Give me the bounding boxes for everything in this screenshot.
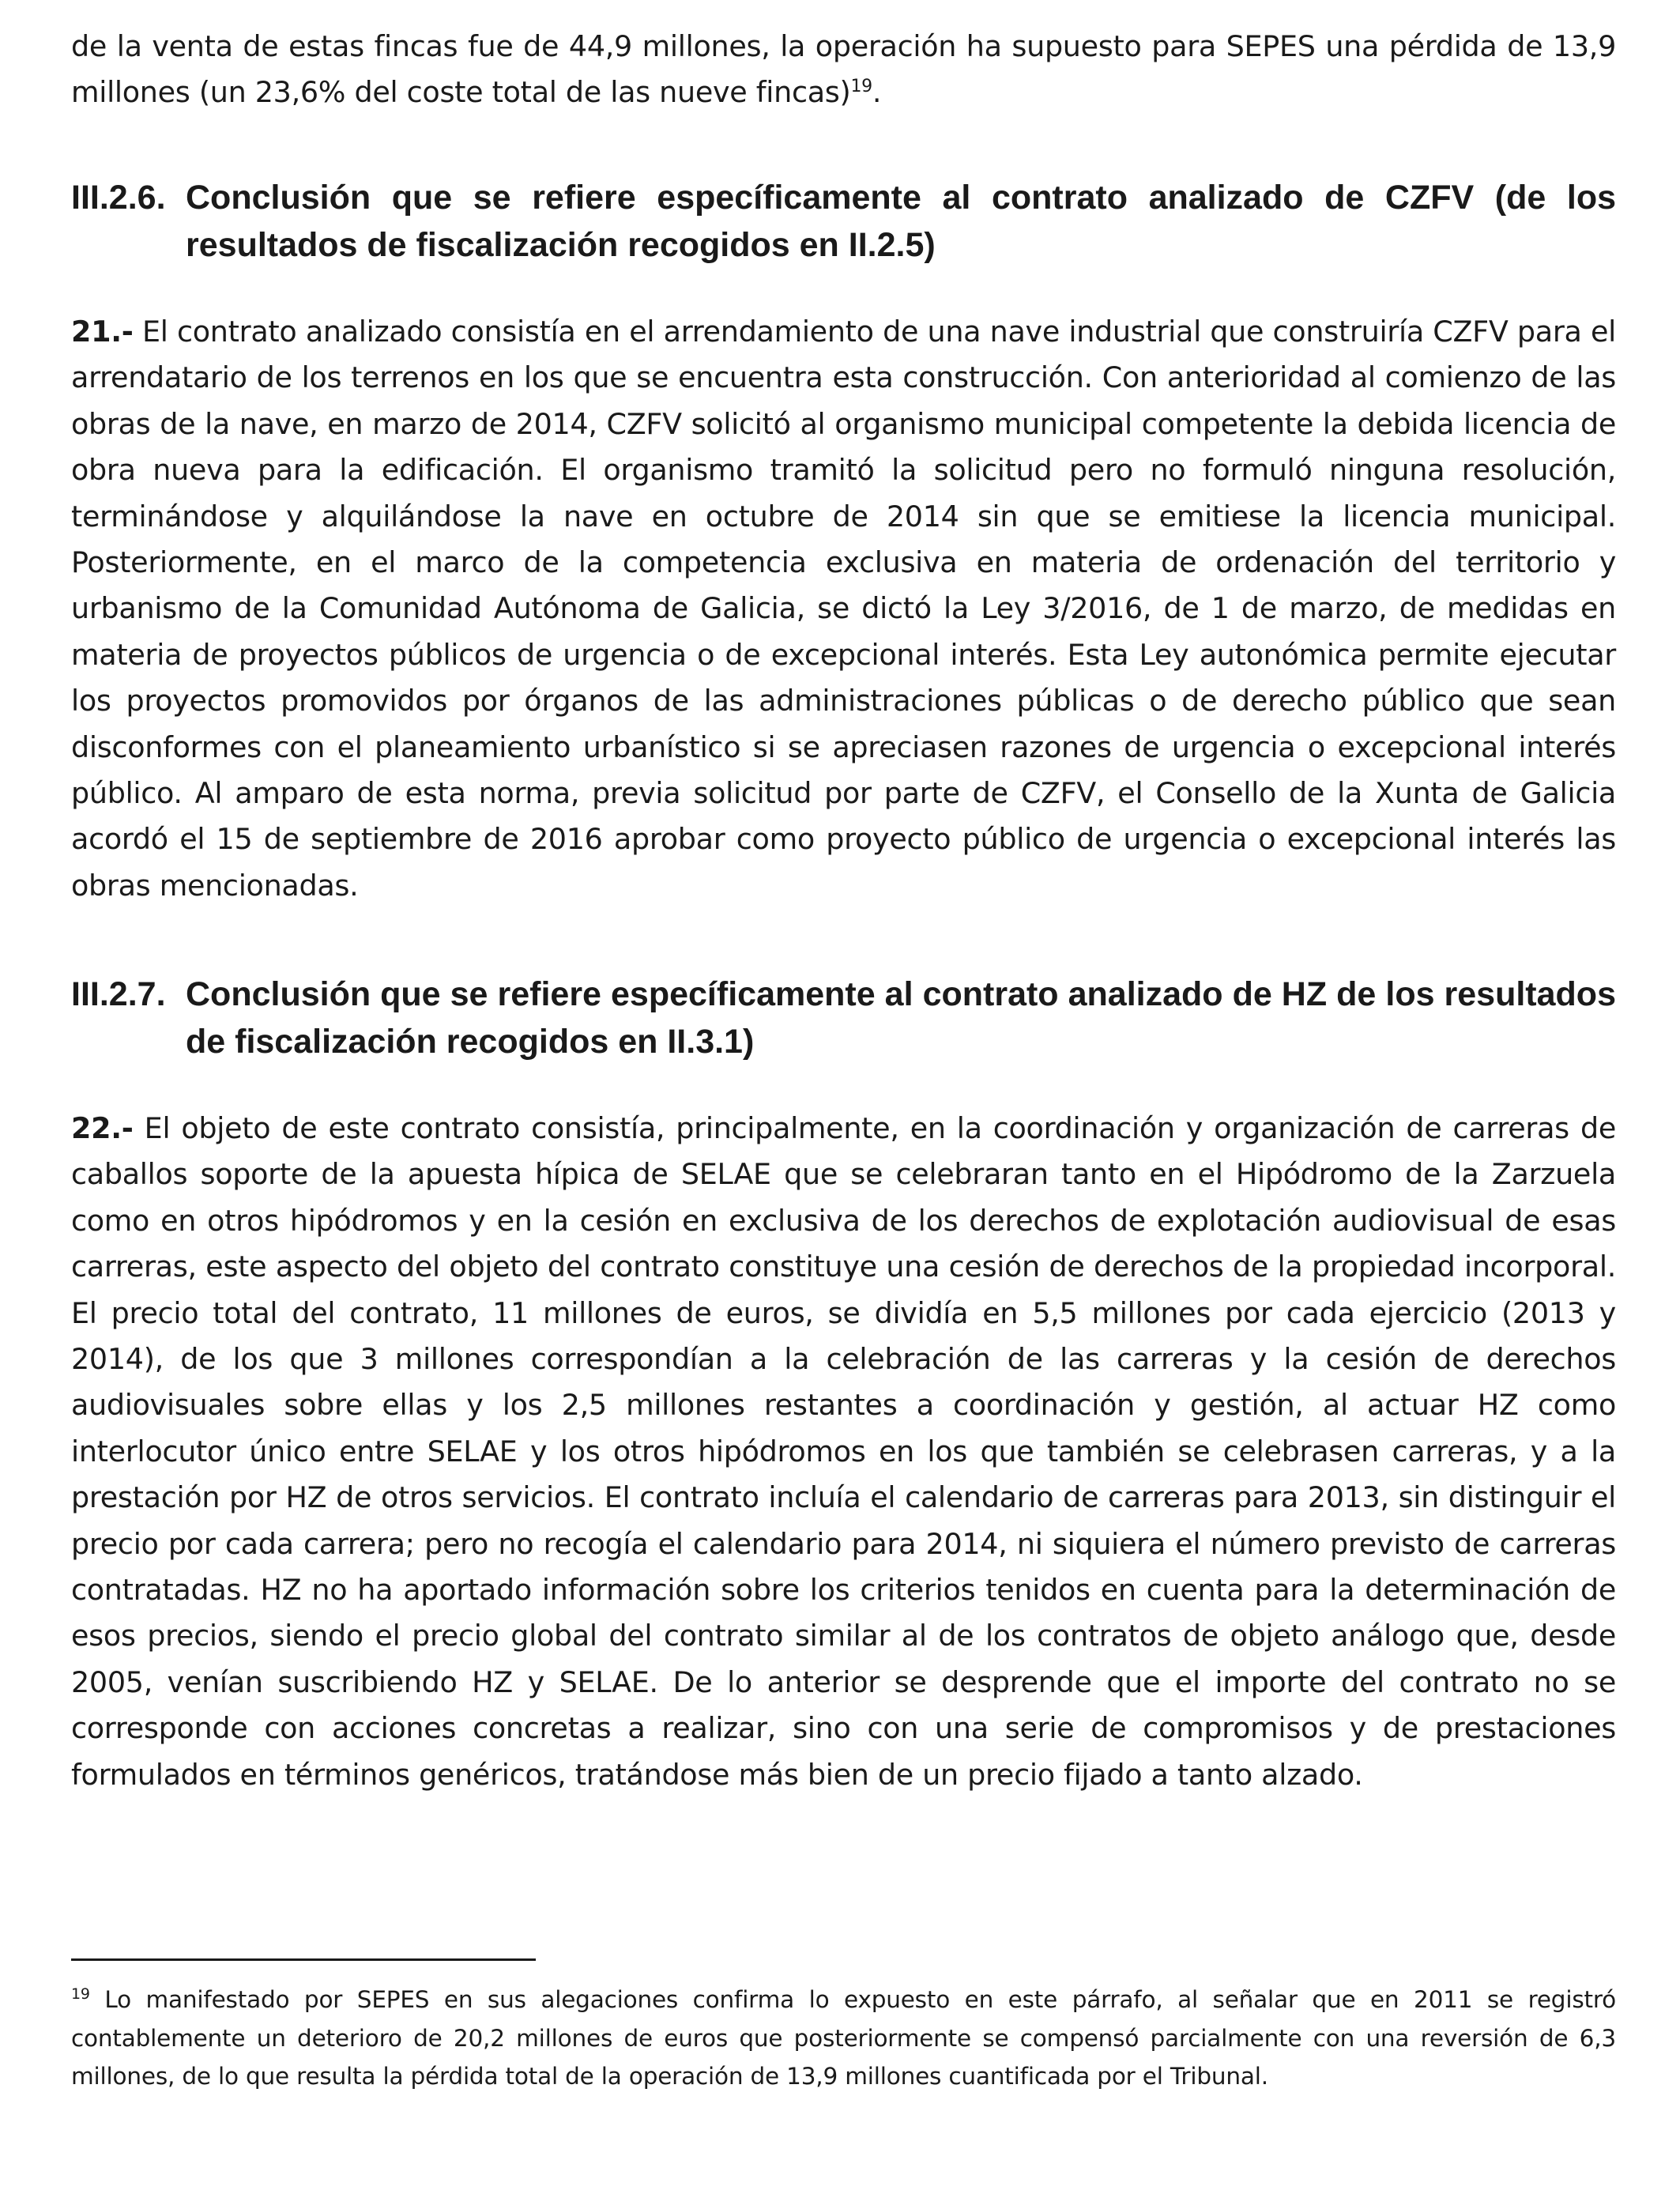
paragraph-label: 21.- <box>71 315 134 349</box>
paragraph-text: El objeto de este contrato consistía, principalmente, en la coordinación y organización de carreras de caballos soporte de la apuesta hípica de SELAE que se celebraran tanto en el Hipódromo de la Zarzuela como en otros hipódromos y en la cesión en exclusiva de los derechos de explotación audiovisual de esas carreras, este aspecto del objeto del contrato constituye una cesión de derechos de la propiedad incorporal. El precio total del contrato, 11 millones de euros, se dividía en 5,5 millones por cada ejercicio (2013 y 2014), de los que 3 millones correspondían a la celebración de las carreras y la cesión de derechos audiovisuales sobre ellas y los 2,5 millones restantes a coordinación y gestión, al actuar HZ como interlocutor único entre SELAE y los otros hipódromos en los que también se celebrasen carreras, y a la prestación por HZ de otros servicios. El contrato incluía el calendario de carreras para 2013, sin distinguir el precio por cada carrera; pero no recogía el calendario para 2014, ni siquiera el número previsto de carreras contratadas. HZ no ha aportado información sobre los criterios tenidos en cuenta para la determinación de esos precios, siendo el precio global del contrato similar al de los contratos de objeto análogo que, desde 2005, venían suscribiendo HZ y SELAE. De lo anterior se desprende que el importe del contrato no se corresponde con acciones concretas a realizar, sino con una serie de compromisos y de prestaciones formulados en términos genéricos, tratándose más bien de un precio fijado a tanto alzado. <box>71 1111 1616 1792</box>
footnote-text: Lo manifestado por SEPES en sus alegaciones confirma lo expuesto en este párrafo, al señalar que en 2011 se registró contablemente un deterioro de 20,2 millones de euros que posteriormente se compensó parcialmente con una reversión de 6,3 millones, de lo que resulta la pérdida total de la operación de 13,9 millones cuantificada por el Tribunal. <box>71 1986 1616 2090</box>
section-title: Conclusión que se refiere específicamente al contrato analizado de CZFV (de los resultados de fiscalización recogidos en II.2.5) <box>186 179 1616 264</box>
section-number: III.2.7. <box>71 975 166 1013</box>
footnote-separator <box>71 1958 536 1961</box>
section-heading-227 <box>71 971 1616 1065</box>
intro-end: . <box>872 75 882 110</box>
paragraph-label: 22.- <box>71 1111 134 1145</box>
section-title: Conclusión que se refiere específicamente al contrato analizado de HZ de los resultados de fiscalización recogidos en II.3.1) <box>186 975 1616 1061</box>
intro-paragraph <box>71 24 1616 116</box>
paragraph-21 <box>71 309 1616 909</box>
intro-text: de la venta de estas fincas fue de 44,9 millones, la operación ha supuesto para SEPES una pérdida de 13,9 millones (un 23,6% del coste total de las nueve fincas) <box>71 29 1616 110</box>
footnote-marker: 19 <box>71 1985 90 2004</box>
paragraph-22 <box>71 1106 1616 1798</box>
footnote-ref[interactable]: 19 <box>850 77 872 97</box>
paragraph-text: El contrato analizado consistía en el arrendamiento de una nave industrial que construiría CZFV para el arrendatario de los terrenos en los que se encuentra esta construcción. Con anterioridad al comienzo de las obras de la nave, en marzo de 2014, CZFV solicitó al organismo municipal competente la debida licencia de obra nueva para la edificación. El organismo tramitó la solicitud pero no formuló ninguna resolución, terminándose y alquilándose la nave en octubre de 2014 sin que se emitiese la licencia municipal. Posteriormente, en el marco de la competencia exclusiva en materia de ordenación del territorio y urbanismo de la Comunidad Autónoma de Galicia, se dictó la Ley 3/2016, de 1 de marzo, de medidas en materia de proyectos públicos de urgencia o de excepcional interés. Esta Ley autonómica permite ejecutar los proyectos promovidos por órganos de las administraciones públicas o de derecho público que sean disconformes con el planeamiento urbanístico si se apreciasen razones de urgencia o excepcional interés público. Al amparo de esta norma, previa solicitud por parte de CZFV, el Consello de la Xunta de Galicia acordó el 15 de septiembre de 2016 aprobar como proyecto público de urgencia o excepcional interés las obras mencionadas. <box>71 315 1616 903</box>
section-number: III.2.6. <box>71 179 166 217</box>
footnote-19 <box>71 1981 1616 2096</box>
section-heading-226 <box>71 174 1616 269</box>
